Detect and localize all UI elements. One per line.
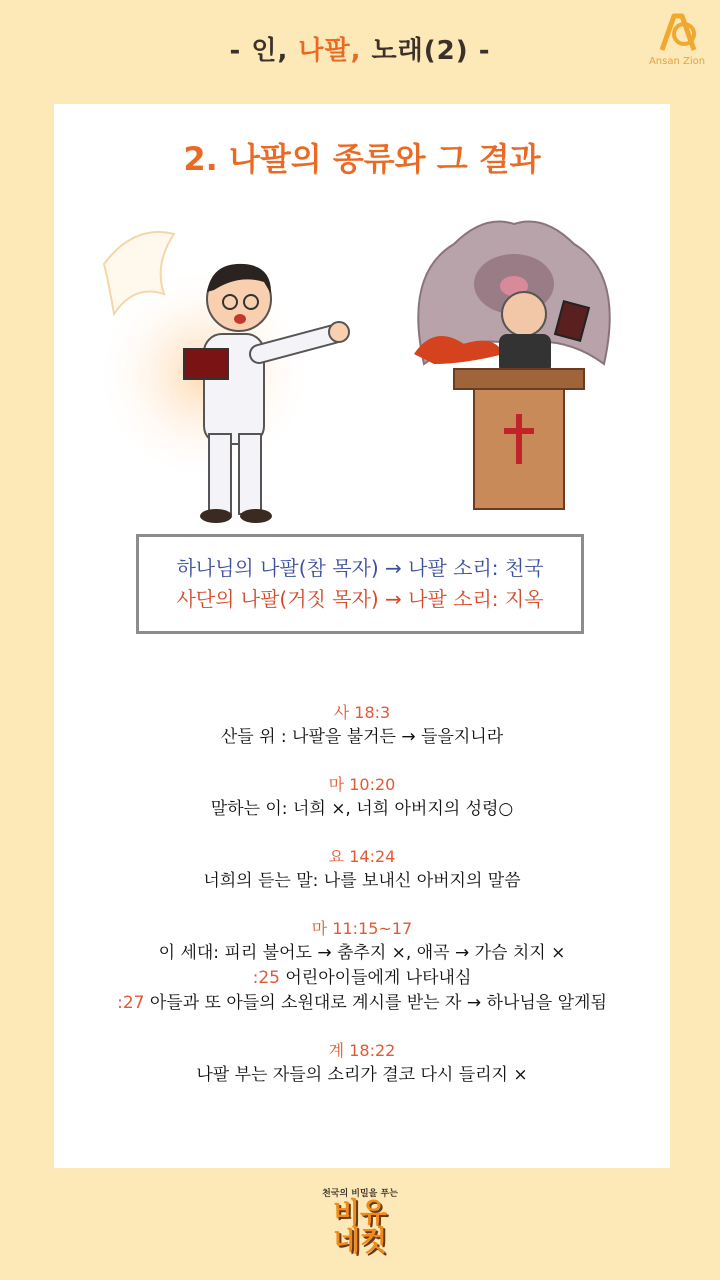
footer-logo — [310, 1186, 410, 1270]
verse-subline-number: :25 — [252, 968, 280, 988]
summary-line-gods-trumpet: 하나님의 나팔(참 목자) → 나팔 소리: 천국 — [176, 556, 544, 580]
verse-line: 너희의 듣는 말: 나를 보내신 아버지의 말씀 — [203, 871, 521, 891]
verse-subline — [54, 991, 670, 1016]
verse-subline — [54, 966, 670, 991]
verse-ref: 요 14:24 — [328, 847, 396, 866]
ansan-zion-logo — [644, 10, 710, 74]
page-header — [0, 30, 720, 67]
footer-logo-tagline: 천국의 비밀을 푸는 — [322, 1189, 398, 1199]
verse-line: 말하는 이: 너희 ×, 너희 아버지의 성령○ — [210, 799, 514, 819]
content-card — [54, 104, 670, 1168]
header-suffix: 노래(2) - — [361, 36, 491, 66]
verse-line: 이 세대: 피리 불어도 → 춤추지 ×, 애곡 → 가슴 치지 × — [158, 943, 566, 963]
summary-line-satans-trumpet: 사단의 나팔(거짓 목자) → 나팔 소리: 지옥 — [176, 587, 544, 611]
verse-subline-text: 어린아이들에게 나타내심 — [279, 968, 472, 988]
verse-ref: 사 18:3 — [333, 703, 391, 722]
false-pastor-illustration — [384, 214, 644, 514]
footer-logo-line2: 네컷 — [332, 1224, 388, 1257]
verse-list — [54, 700, 670, 1088]
ansan-zion-logo-icon — [654, 10, 700, 56]
verse-subline-text: 아들과 또 아들의 소원대로 계시를 받는 자 → 하나님을 알게됨 — [144, 993, 607, 1013]
summary-box — [136, 534, 584, 634]
verse-line: 나팔 부는 자들의 소리가 결코 다시 들리지 × — [196, 1065, 528, 1085]
card-title: 2. 나팔의 종류와 그 결과 — [183, 140, 541, 178]
verse-subline-number: :27 — [117, 993, 145, 1013]
footer-logo-line1: 비유 — [332, 1196, 388, 1229]
logo-text: Ansan Zion — [648, 56, 706, 67]
verse-ref: 마 10:20 — [328, 775, 396, 794]
verse-ref: 마 11:15~17 — [311, 919, 413, 938]
true-pastor-illustration — [54, 204, 364, 524]
verse-line: 산들 위 : 나팔을 불거든 → 들을지니라 — [220, 727, 504, 747]
header-prefix: - 인, — [229, 36, 299, 66]
header-accent: 나팔, — [298, 36, 362, 66]
verse-ref: 계 18:22 — [328, 1041, 396, 1060]
